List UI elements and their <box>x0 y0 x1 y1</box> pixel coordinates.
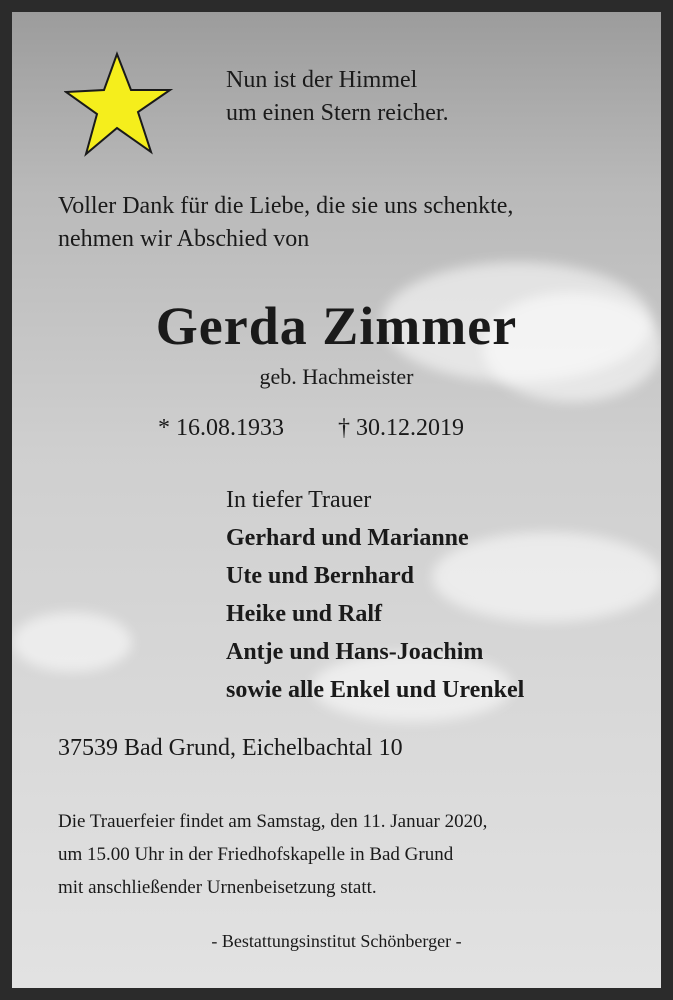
mourners-heading: In tiefer Trauer <box>226 487 372 513</box>
star-icon <box>64 50 174 158</box>
mourners-block <box>226 481 524 709</box>
intro-line: Voller Dank für die Liebe, die sie uns schenkte, <box>58 193 514 219</box>
mourner-name: Gerhard und Marianne <box>226 525 469 551</box>
mourner-name: Antje und Hans-Joachim <box>226 639 484 665</box>
address: 37539 Bad Grund, Eichelbachtal 10 <box>58 735 403 761</box>
motto-line: um einen Stern reicher. <box>226 100 449 126</box>
obituary-card <box>12 12 661 988</box>
service-details <box>58 805 487 904</box>
intro-text <box>58 190 513 256</box>
service-line: mit anschließender Urnenbeisetzung statt. <box>58 877 377 898</box>
mourner-name: sowie alle Enkel und Urenkel <box>226 677 525 703</box>
service-line: Die Trauerfeier findet am Samstag, den 11. Januar 2020, <box>58 811 488 832</box>
birth-date: * 16.08.1933 <box>158 415 284 441</box>
funeral-home: - Bestattungsinstitut Schönberger - <box>211 931 462 951</box>
cloud-shape <box>12 612 132 672</box>
mourner-name: Ute und Bernhard <box>226 563 415 589</box>
death-date: † 30.12.2019 <box>338 415 464 441</box>
mourner-name: Heike und Ralf <box>226 601 383 627</box>
deceased-name: Gerda Zimmer <box>155 296 518 356</box>
service-line: um 15.00 Uhr in der Friedhofskapelle in Bad Grund <box>58 844 454 865</box>
motto <box>226 64 449 130</box>
motto-line: Nun ist der Himmel <box>226 67 418 93</box>
maiden-name: geb. Hachmeister <box>259 364 414 389</box>
life-dates <box>158 415 464 442</box>
intro-line: nehmen wir Abschied von <box>58 226 310 252</box>
